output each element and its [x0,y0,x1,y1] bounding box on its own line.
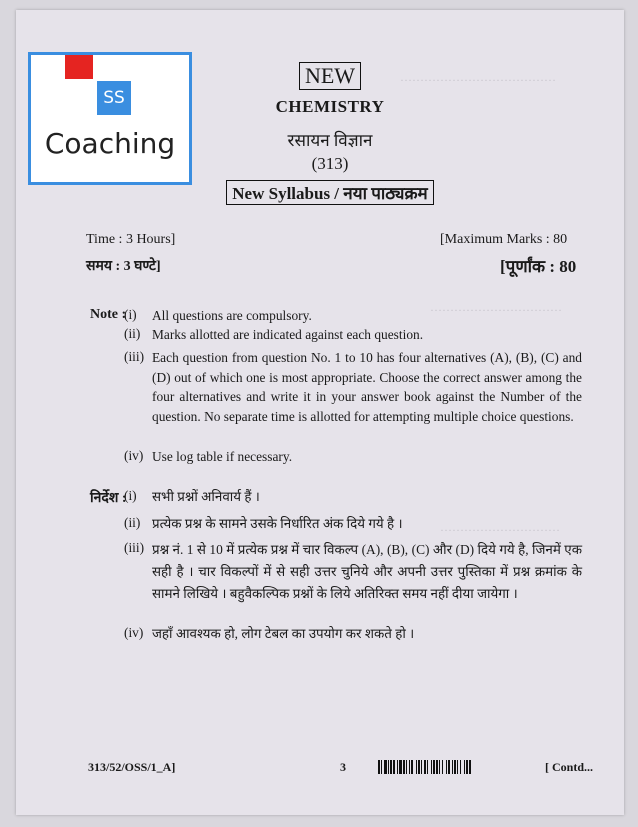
nirdesh-num: (ii) [124,515,141,530]
subject-title: CHEMISTRY [275,97,385,116]
nirdesh-item: प्रश्न नं. 1 से 10 में प्रत्येक प्रश्न में चार विकल्प (A), (B), (C) और (D) दिये गये है, जिनमें एक सही है । चार विकल्पों में से सही उत्तर चुनिये और अपनी उत्तर पुस्तिका में प्रश्न क्रमांक के सामने लिखिये । बहुवैकल्पिक प्रश्नों के लिये अतिरिक्त समय नहीं दीया जायेगा । [152,542,582,601]
subject-code: (313) [311,154,349,173]
nirdesh-num: (iv) [124,625,144,640]
max-marks-hindi: [पूर्णांक : 80 [500,257,577,276]
nirdesh-label: निर्देश : [90,491,127,506]
logo-coaching-text: Coaching [44,127,176,160]
new-label-row [160,62,500,90]
barcode [378,760,536,774]
note-num: (ii) [124,326,141,341]
nirdesh-num: (iii) [124,540,145,555]
page-number: 3 [340,760,346,774]
logo-red-square [65,55,93,79]
nirdesh-item: सभी प्रश्नों अनिवार्य हैं । [152,489,260,504]
note-item: Each question from question No. 1 to 10 has four alternatives (A), (B), (C) and (D) out of which one is most appropriate. Choose the correct answer among the four alternatives and write it in your answer book against the Number of the question. No separate time is allotted for attempting multiple choice questions. [152,350,582,424]
contd-label: [ Contd... [545,760,594,774]
barcode-bar [471,760,472,774]
paper-code: 313/52/OSS/1_A] [88,760,176,774]
time-label-hindi: समय : 3 घण्टे] [86,259,161,274]
note-num: (iii) [124,349,145,364]
logo-ss-badge: SS [97,81,131,115]
bleed-through-text: ………………………… [440,520,560,534]
nirdesh-item: प्रत्येक प्रश्न के सामने उसके निर्धारित अंक दिये गये है । [152,516,403,531]
time-label: Time : 3 Hours] [86,232,176,247]
note-label: Note : [90,307,127,322]
subject-title-hindi: रसायन विज्ञान [287,131,373,150]
nirdesh-num: (i) [124,488,137,503]
syllabus-row [160,180,500,205]
max-marks: [Maximum Marks : 80 [440,232,568,247]
note-item: Marks allotted are indicated against each question. [152,327,424,342]
note-item: Use log table if necessary. [152,449,293,464]
syllabus-label: New Syllabus / नया पाठ्यक्रम [226,180,433,205]
note-num: (iv) [124,448,144,463]
new-label: NEW [299,62,361,90]
note-num: (i) [124,307,137,322]
bleed-through-text: …………………………… [430,300,562,314]
nirdesh-item: जहाँ आवश्यक हो, लोग टेबल का उपयोग कर शकते हो । [152,626,415,641]
note-item: All questions are compulsory. [152,308,312,323]
bleed-through-text: ………………………………… [400,70,556,84]
